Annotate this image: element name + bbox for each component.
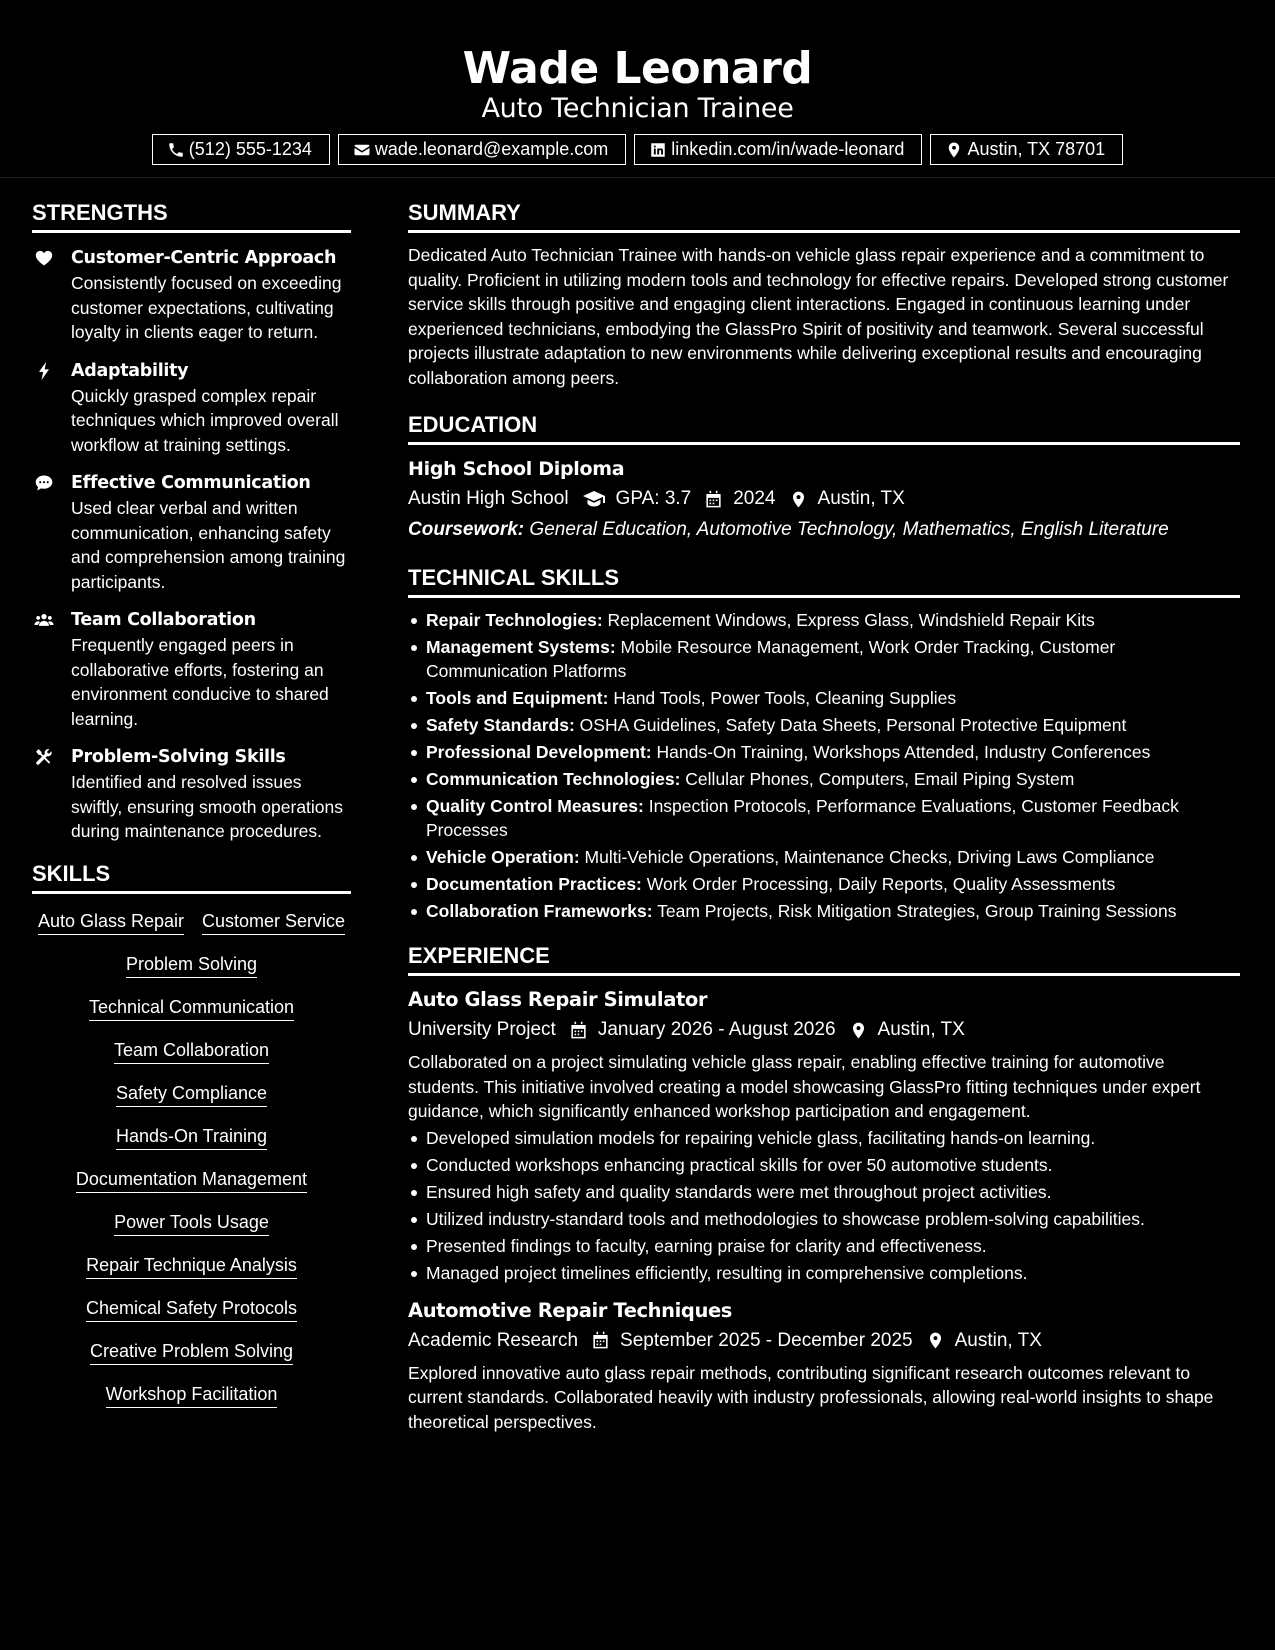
- tools-icon: [34, 747, 54, 767]
- education-year: 2024: [733, 488, 776, 509]
- job-meta: [408, 1325, 1240, 1357]
- technical-skill-value: OSHA Guidelines, Safety Data Sheets, Personal Protective Equipment: [579, 715, 1127, 735]
- contact-linkedin[interactable]: [634, 134, 922, 165]
- skill-tag: Problem Solving: [126, 952, 257, 978]
- skills-heading: SKILLS: [32, 857, 351, 894]
- skill-tag: Safety Compliance: [116, 1081, 267, 1107]
- left-column: [32, 196, 351, 1408]
- technical-skill-item: [408, 872, 1240, 896]
- education-coursework: [408, 515, 1240, 545]
- job-organization: Academic Research: [408, 1329, 579, 1351]
- technical-skill-value: Multi-Vehicle Operations, Maintenance Checks, Driving Laws Compliance: [584, 847, 1155, 867]
- technical-skill-label: Vehicle Operation:: [426, 847, 580, 867]
- technical-skill-value: Work Order Processing, Daily Reports, Quality Assessments: [646, 874, 1116, 894]
- education-degree: High School Diploma: [408, 458, 625, 480]
- job-bullet: Utilized industry-standard tools and methodologies to showcase problem-solving capabilities.: [408, 1207, 1240, 1231]
- job-dates: January 2026 - August 2026: [597, 1019, 836, 1040]
- skill-tag: Workshop Facilitation: [106, 1382, 278, 1408]
- technical-skill-item: [408, 608, 1240, 632]
- experience-heading: EXPERIENCE: [408, 939, 1240, 976]
- resume-header: [0, 0, 1275, 178]
- contact-phone[interactable]: [152, 134, 330, 165]
- map-pin-icon: [926, 1331, 945, 1350]
- contact-linkedin-text: linkedin.com/in/wade-leonard: [671, 139, 905, 159]
- strength-desc: Consistently focused on exceeding customer expectations, cultivating loyalty in clients eager to return.: [71, 273, 342, 342]
- job-title: Automotive Repair Techniques: [408, 1298, 733, 1322]
- summary-text: Dedicated Auto Technician Trainee with hands-on vehicle glass repair experience and a commitment to quality. Proficient in utilizing modern tools and technology for effective repairs. Developed strong customer service skills through positive and engaging client interactions. Engaged in continuous learning under experienced technicians, embodying the GlassPro Spirit of positivity and teamwork. Several successful projects illustrate adaptation to new environments while delivering exceptional results and encouraging collaboration among peers.: [408, 245, 1229, 388]
- map-pin-icon: [945, 141, 963, 159]
- calendar-icon: [704, 490, 723, 509]
- technical-skill-item: [408, 767, 1240, 791]
- education-meta: [408, 483, 1240, 515]
- job-bullet: Presented findings to faculty, earning praise for clarity and effectiveness.: [408, 1234, 1240, 1258]
- skill-tag: Hands-On Training: [116, 1124, 267, 1150]
- technical-skill-label: Safety Standards:: [426, 715, 575, 735]
- technical-skill-label: Professional Development:: [426, 742, 652, 762]
- right-column: [408, 196, 1240, 1448]
- technical-skill-value: Inspection Protocols, Performance Evaluations, Customer Feedback Processes: [426, 796, 1179, 840]
- job-description: Explored innovative auto glass repair methods, contributing significant research outcomes relevant to current standards. Collaborated heavily with industry professionals, allowing real-world insights to shape theoretical perspectives.: [408, 1362, 1214, 1432]
- skill-tag: Chemical Safety Protocols: [86, 1296, 297, 1322]
- strength-title: Effective Communication: [71, 473, 311, 493]
- speech-bubble-icon: [34, 473, 54, 493]
- strength-title: Problem-Solving Skills: [71, 747, 286, 767]
- heart-icon: [34, 248, 54, 268]
- strength-item: [32, 470, 351, 594]
- calendar-icon: [591, 1331, 610, 1350]
- technical-skill-label: Quality Control Measures:: [426, 796, 644, 816]
- skill-tag: Documentation Management: [76, 1167, 307, 1193]
- phone-icon: [167, 141, 185, 159]
- strength-title: Customer-Centric Approach: [71, 248, 337, 268]
- job-bullet: Ensured high safety and quality standards were met throughout project activities.: [408, 1180, 1240, 1204]
- envelope-icon: [353, 141, 371, 159]
- map-pin-icon: [849, 1021, 868, 1040]
- education-gpa: GPA: 3.7: [615, 488, 692, 509]
- strength-item: [32, 744, 351, 844]
- job-title: Auto Glass Repair Simulator: [408, 988, 708, 1011]
- technical-skill-label: Tools and Equipment:: [426, 688, 609, 708]
- technical-skill-label: Communication Technologies:: [426, 769, 681, 789]
- technical-skills-list: [408, 608, 1240, 923]
- candidate-title: Auto Technician Trainee: [481, 93, 794, 124]
- experience-item: [408, 986, 1240, 1285]
- technical-skill-item: [408, 713, 1240, 737]
- technical-skill-value: Cellular Phones, Computers, Email Piping System: [685, 769, 1075, 789]
- skill-tag: Technical Communication: [89, 995, 294, 1021]
- skill-tag: Repair Technique Analysis: [86, 1253, 297, 1279]
- calendar-icon: [569, 1021, 588, 1040]
- skill-tag: Team Collaboration: [114, 1038, 269, 1064]
- job-dates: September 2025 - December 2025: [620, 1329, 913, 1351]
- strength-desc: Used clear verbal and written communication, enhancing safety and comprehension among training participants.: [71, 498, 346, 592]
- strengths-heading: STRENGTHS: [32, 196, 351, 233]
- technical-skill-label: Repair Technologies:: [426, 610, 603, 630]
- technical-skill-value: Mobile Resource Management, Work Order Tracking, Customer Communication Platforms: [426, 637, 1116, 681]
- strength-desc: Quickly grasped complex repair techniques which improved overall workflow at training settings.: [71, 385, 339, 455]
- technical-skill-item: [408, 686, 1240, 710]
- strength-title: Team Collaboration: [71, 610, 256, 630]
- contact-location[interactable]: [930, 134, 1123, 165]
- map-pin-icon: [789, 490, 808, 509]
- job-meta: [408, 1014, 1240, 1046]
- technical-skill-item: [408, 794, 1240, 842]
- experience-list: [408, 986, 1240, 1434]
- technical-skill-value: Team Projects, Risk Mitigation Strategies, Group Training Sessions: [657, 901, 1177, 921]
- job-location: Austin, TX: [877, 1019, 965, 1040]
- technical-skill-item: [408, 845, 1240, 869]
- job-bullet: Conducted workshops enhancing practical skills for over 50 automotive students.: [408, 1153, 1240, 1177]
- technical-skill-item: [408, 899, 1240, 923]
- job-location: Austin, TX: [954, 1329, 1042, 1351]
- skill-tag: Power Tools Usage: [114, 1210, 269, 1236]
- technical-skill-item: [408, 635, 1240, 683]
- strength-item: [32, 607, 351, 731]
- strength-desc: Frequently engaged peers in collaborative efforts, fostering an environment conducive to shared learning.: [71, 635, 329, 729]
- technical-skill-value: Hand Tools, Power Tools, Cleaning Supplies: [613, 688, 957, 708]
- technical-skill-value: Hands-On Training, Workshops Attended, Industry Conferences: [656, 742, 1151, 762]
- education-school: Austin High School: [408, 488, 569, 509]
- job-organization: University Project: [408, 1019, 556, 1040]
- contact-email-text: wade.leonard@example.com: [374, 139, 609, 159]
- skill-tag: Auto Glass Repair: [38, 909, 184, 935]
- strength-desc: Identified and resolved issues swiftly, ensuring smooth operations during maintenance procedures.: [71, 772, 344, 841]
- contact-phone-text: (512) 555-1234: [188, 139, 312, 159]
- contact-location-text: Austin, TX 78701: [967, 139, 1106, 159]
- users-icon: [34, 610, 54, 630]
- technical-skill-label: Documentation Practices:: [426, 874, 642, 894]
- linkedin-icon: [649, 141, 667, 159]
- candidate-name: Wade Leonard: [462, 43, 813, 94]
- contact-bar: [0, 134, 1275, 165]
- strength-item: [32, 245, 351, 345]
- strength-title: Adaptability: [71, 360, 189, 381]
- technical-skill-label: Management Systems:: [426, 637, 616, 657]
- coursework-label: Coursework:: [408, 519, 525, 540]
- job-bullet: Managed project timelines efficiently, resulting in comprehensive completions.: [408, 1261, 1240, 1285]
- technical-skill-item: [408, 740, 1240, 764]
- technical-skill-label: Collaboration Frameworks:: [426, 901, 653, 921]
- education-location: Austin, TX: [817, 488, 905, 509]
- coursework-text: General Education, Automotive Technology, Mathematics, English Literature: [529, 519, 1169, 540]
- skill-tag: Customer Service: [202, 909, 345, 935]
- job-bullet: Developed simulation models for repairing vehicle glass, facilitating hands-on learning.: [408, 1126, 1240, 1150]
- education-heading: EDUCATION: [408, 408, 1240, 445]
- bolt-icon: [34, 361, 54, 381]
- experience-item: [408, 1297, 1240, 1435]
- graduation-cap-icon: [582, 487, 606, 511]
- job-bullets: [408, 1126, 1240, 1285]
- job-description: Collaborated on a project simulating vehicle glass repair, enabling effective training for automotive students. This initiative involved creating a model showcasing GlassPro fitting techniques under expert guidance, which significantly enhanced workshop participation and engagement.: [408, 1052, 1201, 1121]
- summary-heading: SUMMARY: [408, 196, 1240, 233]
- strength-item: [32, 358, 351, 458]
- contact-email[interactable]: [338, 134, 626, 165]
- skill-tag: Creative Problem Solving: [90, 1339, 293, 1365]
- technical-skills-heading: TECHNICAL SKILLS: [408, 561, 1240, 598]
- technical-skill-value: Replacement Windows, Express Glass, Windshield Repair Kits: [607, 610, 1095, 630]
- skills-list: [32, 906, 351, 1408]
